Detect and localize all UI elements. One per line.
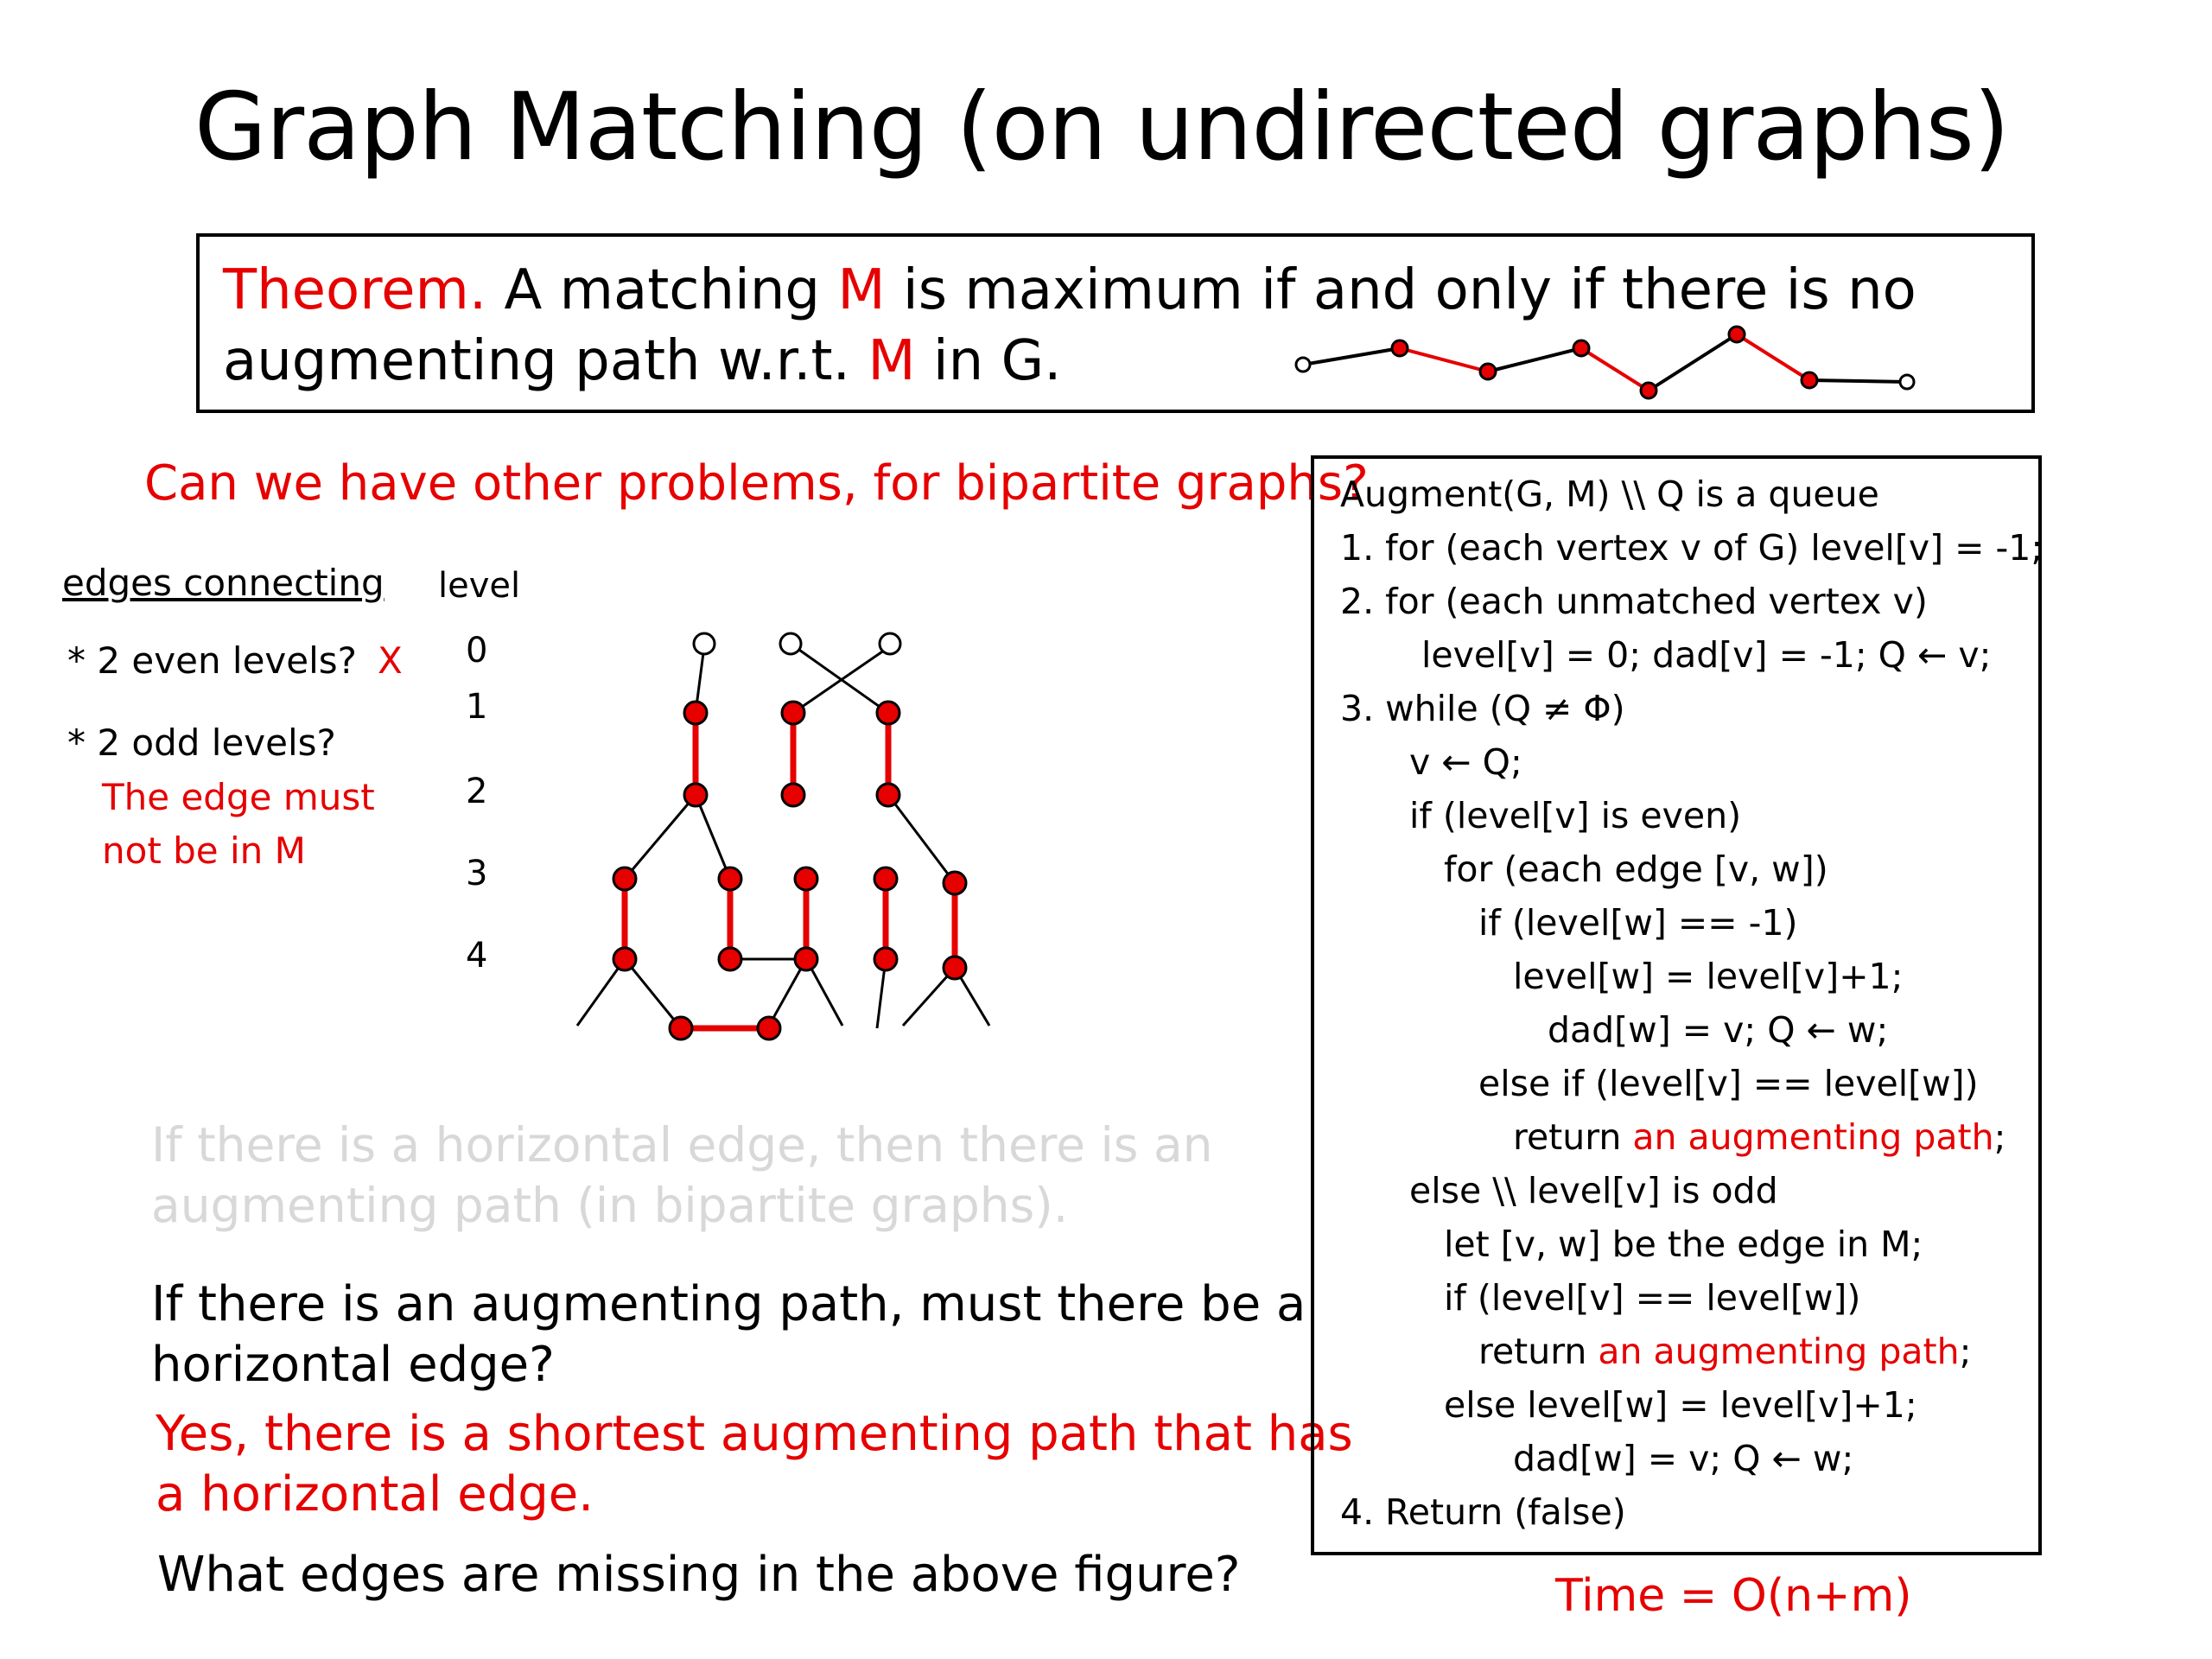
statement-end: ; — [1993, 1116, 2006, 1158]
horizontal-edge-claim-line-1: If there is a horizontal edge, then there is an — [151, 1117, 1213, 1173]
even-levels-question-row — [67, 639, 403, 682]
theorem-line-2 — [223, 329, 1062, 393]
algorithm-line: else level[w] = level[v]+1; — [1444, 1384, 1917, 1426]
augmenting-path-answer-line-1: Yes, there is a shortest augmenting path that has — [156, 1406, 1353, 1462]
edges-connecting-heading: edges connecting — [62, 562, 385, 604]
level-4: 4 — [466, 936, 488, 976]
theorem-line-1 — [223, 258, 1916, 322]
odd-levels-answer-line-2: not be in M — [102, 830, 306, 872]
horizontal-edge-claim — [151, 1115, 1213, 1236]
theorem-text-d: in G. — [915, 329, 1062, 393]
algorithm-line: let [v, w] be the edge in M; — [1444, 1224, 1923, 1265]
algorithm-line-return — [1478, 1331, 1971, 1372]
theorem-box — [196, 233, 2035, 413]
algorithm-line-return — [1513, 1116, 2005, 1158]
augmenting-path-question-line-2: horizontal edge? — [151, 1337, 555, 1393]
bipartite-question: Can we have other problems, for bipartite graphs? — [144, 455, 1369, 512]
algorithm-line: v ← Q; — [1409, 741, 1522, 783]
page-title: Graph Matching (on undirected graphs) — [194, 73, 2010, 181]
odd-levels-question: * 2 odd levels? — [67, 721, 336, 764]
algorithm-line: 1. for (each vertex v of G) level[v] = -1; — [1340, 527, 2044, 569]
theorem-text-a: A matching — [486, 258, 838, 322]
level-header: level — [438, 566, 521, 606]
algorithm-line: else \\ level[v] is odd — [1409, 1170, 1778, 1211]
augmenting-path-result: an augmenting path — [1598, 1331, 1960, 1372]
algorithm-line: level[w] = level[v]+1; — [1513, 956, 1904, 997]
horizontal-edge-claim-line-2: augmenting path (in bipartite graphs). — [151, 1178, 1069, 1233]
algorithm-line: for (each edge [v, w]) — [1444, 849, 1828, 890]
algorithm-line: level[v] = 0; dad[v] = -1; Q ← v; — [1421, 634, 1992, 676]
augmenting-path-answer — [156, 1404, 1353, 1525]
algorithm-line: else if (level[v] == level[w]) — [1478, 1063, 1979, 1104]
statement-end: ; — [1959, 1331, 1972, 1372]
theorem-label: Theorem. — [223, 258, 487, 322]
algorithm-line: dad[w] = v; Q ← w; — [1548, 1009, 1889, 1051]
algorithm-line: 2. for (each unmatched vertex v) — [1340, 581, 1928, 622]
algorithm-line: Augment(G, M) \\ Q is a queue — [1340, 474, 1879, 515]
algorithm-line: dad[w] = v; Q ← w; — [1513, 1438, 1854, 1479]
augmenting-path-answer-line-2: a horizontal edge. — [156, 1466, 594, 1522]
theorem-matching-symbol: M — [837, 258, 886, 322]
augmenting-path-result: an augmenting path — [1632, 1116, 1994, 1158]
augmenting-path-question — [151, 1274, 1306, 1395]
theorem-text-b: is maximum if and only if there is no — [885, 258, 1916, 322]
level-0: 0 — [466, 631, 488, 671]
theorem-text-c: augmenting path w.r.t. — [223, 329, 868, 393]
level-2: 2 — [466, 772, 488, 811]
theorem-matching-symbol-2: M — [868, 329, 916, 393]
augmenting-path-question-line-1: If there is an augmenting path, must there be a — [151, 1276, 1306, 1332]
return-keyword: return — [1478, 1331, 1599, 1372]
level-1: 1 — [466, 687, 488, 727]
algorithm-line: 4. Return (false) — [1340, 1491, 1626, 1533]
return-keyword: return — [1513, 1116, 1633, 1158]
missing-edges-question: What edges are missing in the above figure? — [157, 1547, 1241, 1603]
algorithm-line: 3. while (Q ≠ Φ) — [1340, 688, 1625, 729]
level-3: 3 — [466, 854, 488, 893]
even-levels-answer: X — [377, 639, 403, 682]
algorithm-line: if (level[v] is even) — [1409, 795, 1742, 836]
algorithm-box — [1311, 455, 2042, 1555]
odd-levels-answer-line-1: The edge must — [102, 776, 375, 818]
time-complexity: Time = O(n+m) — [1555, 1570, 1912, 1622]
even-levels-question: * 2 even levels? — [67, 639, 357, 682]
algorithm-line: if (level[w] == -1) — [1478, 902, 1798, 944]
algorithm-line: if (level[v] == level[w]) — [1444, 1277, 1861, 1319]
